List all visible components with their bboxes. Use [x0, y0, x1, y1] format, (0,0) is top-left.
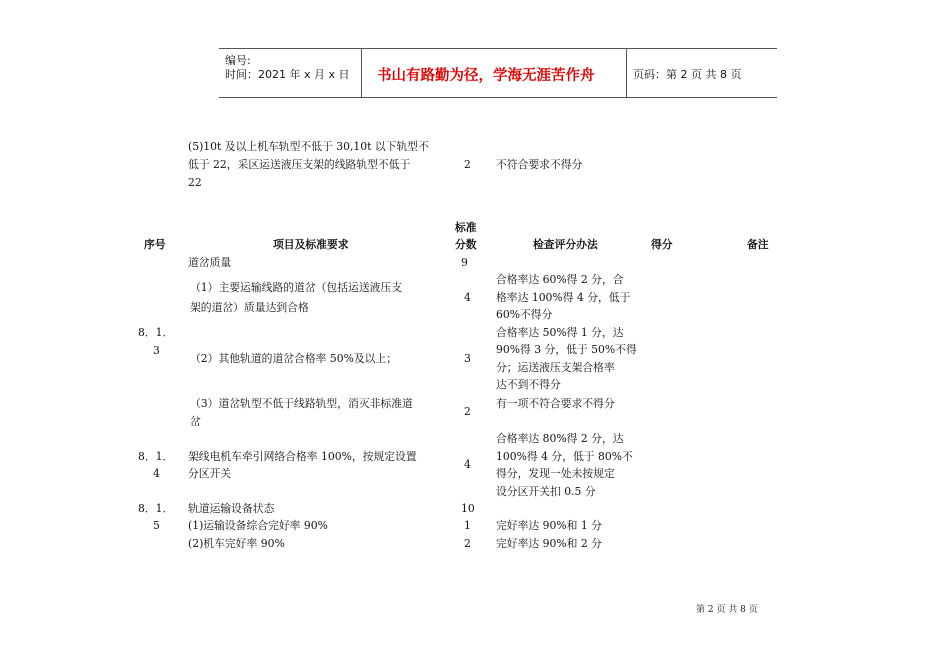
row-title: 轨道运输设备状态: [188, 502, 275, 515]
item-method: 不符合要求不得分: [496, 158, 583, 171]
col-remark-header: 备注: [747, 238, 769, 251]
number-label: 编号:: [225, 54, 251, 67]
row-seq: 4: [153, 467, 160, 480]
row-seq: 5: [153, 519, 160, 532]
row-method: 设分区开关扣 0.5 分: [496, 485, 596, 498]
row-method: 分；运送液压支架合格率: [496, 361, 615, 374]
row-score: 4: [464, 458, 471, 471]
item-text: 22: [188, 176, 202, 189]
page-footer: 第 2 页 共 8 页: [696, 605, 758, 615]
col-method-header: 检查评分办法: [533, 238, 598, 251]
row-text: 架线电机车牵引网络合格率 100%，按规定设置: [188, 450, 417, 463]
row-score: 4: [464, 291, 471, 304]
time-label: 时间：2021 年 x 月 x 日: [225, 68, 350, 81]
motto: 书山有路勤为径，学海无涯苦作舟: [377, 68, 595, 84]
row-method: 60%不得分: [496, 308, 553, 321]
header-divider: [361, 49, 362, 97]
page-label: 页码：第 2 页 共 8 页: [633, 68, 742, 81]
row-text: (2)机车完好率 90%: [188, 537, 285, 550]
row-score: 2: [464, 537, 471, 550]
row-text: (1)运输设备综合完好率 90%: [188, 519, 328, 532]
row-method: 合格率达 60%得 2 分，合: [496, 273, 624, 286]
row-method: 90%得 3 分，低于 50%不得: [496, 343, 637, 356]
row-seq: 8．1．: [138, 502, 174, 515]
col-score-header: 分数: [455, 238, 477, 251]
row-text: 架的道岔）质量达到合格: [190, 301, 309, 314]
row-method: 100%得 4 分，低于 80%不: [496, 450, 633, 463]
row-text: 岔: [190, 415, 201, 428]
col-seq-header: 序号: [144, 238, 166, 251]
row-method: 有一项不符合要求不得分: [496, 397, 615, 410]
row-score: 10: [461, 502, 475, 515]
row-seq: 3: [153, 344, 160, 357]
row-text: （1）主要运输线路的道岔（包括运送液压支: [190, 281, 403, 294]
row-text: （3）道岔轨型不低于线路轨型，消灭非标准道: [190, 397, 413, 410]
page-header: [219, 48, 777, 98]
item-text: 低于 22，采区运送液压支架的线路轨型不低于: [188, 158, 411, 171]
row-method: 完好率达 90%和 1 分: [496, 519, 602, 532]
row-title: 道岔质量: [188, 256, 232, 269]
row-method: 合格率达 50%得 1 分，达: [496, 326, 624, 339]
row-score: 3: [464, 352, 471, 365]
row-score: 1: [464, 519, 471, 532]
col-score-header: 标准: [455, 221, 477, 234]
row-seq: 8．1．: [138, 326, 174, 339]
col-item-header: 项目及标准要求: [273, 238, 349, 251]
row-method: 得分，发现一处未按规定: [496, 467, 615, 480]
row-method: 达不到不得分: [496, 378, 561, 391]
row-text: 分区开关: [188, 467, 232, 480]
item-text: (5)10t 及以上机车轨型不低于 30,10t 以下轨型不: [188, 140, 429, 153]
row-method: 格率达 100%得 4 分，低于: [496, 291, 631, 304]
col-points-header: 得分: [651, 238, 673, 251]
row-text: （2）其他轨道的道岔合格率 50%及以上；: [190, 352, 398, 365]
item-score: 2: [464, 158, 471, 171]
row-score: 2: [464, 405, 471, 418]
row-method: 完好率达 90%和 2 分: [496, 537, 602, 550]
row-score: 9: [461, 256, 468, 269]
row-seq: 8．1．: [138, 450, 174, 463]
row-method: 合格率达 80%得 2 分，达: [496, 432, 624, 445]
header-divider: [626, 49, 627, 97]
